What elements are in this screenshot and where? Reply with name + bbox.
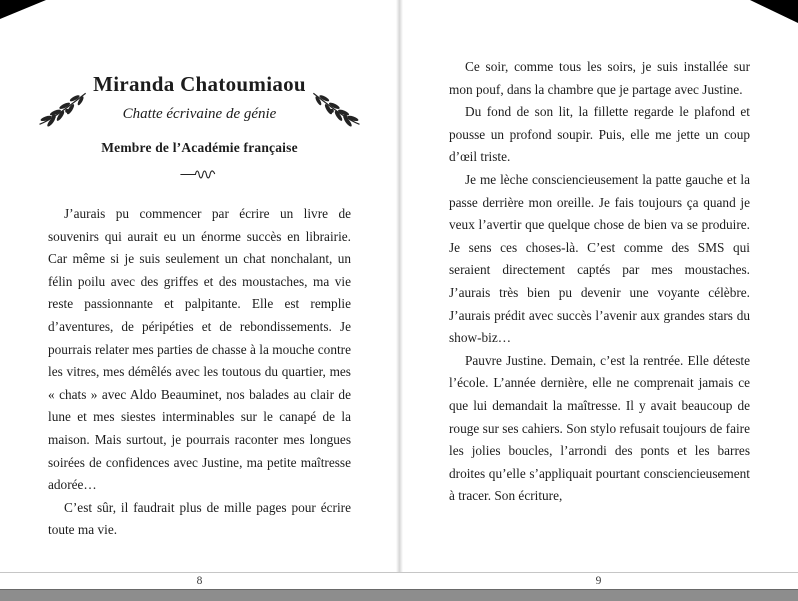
page-right bbox=[399, 0, 798, 572]
page-gutter bbox=[396, 0, 403, 572]
olive-branch-left-icon bbox=[37, 88, 89, 127]
body-paragraph: Je me lèche consciencieusement la patte gauche et la passe derrière mon oreille. Je fais toujours ça quand je veux l’avertir que quelque chose de bien va se produire. Je sens ces choses-là. C’est comme des SMS qui seraient directement captés par mes moustaches. J’aurais très bien pu devenir une voyante célèbre. J’aurais prédit avec succès l’avenir aux grandes stars du show-biz… bbox=[449, 171, 750, 346]
squiggle-divider-icon bbox=[48, 168, 351, 181]
right-page-body bbox=[449, 56, 750, 508]
page-subtitle: Chatte écrivaine de génie bbox=[122, 106, 277, 122]
body-paragraph: J’aurais pu commencer par écrire un livre de souvenirs qui aurait eu un énorme succès en librairie. Car même si je suis seulement un chat nonchalant, un félin poilu avec des griffes et des moustaches, ma vie reste passionnante et palpitante. Elle est remplie d’aventures, de péripéties et de rebondissements. Je pourrais relater mes parties de chasse à la mouche contre les vitres, mes démêlés avec les toutous du quartier, mes « chats » avec Aldo Beauminet, nos balades au clair de lune et mes siestes interminables sur le canapé de la maison. Mais surtout, je pourrais raconter mes longues soirées de confidences avec Justine, ma petite maîtresse adorée… bbox=[48, 206, 351, 493]
olive-branch-right-icon bbox=[310, 88, 362, 127]
page-affiliation: Membre de l’Académie française bbox=[101, 140, 298, 155]
chapter-heading bbox=[48, 68, 351, 181]
page-number-left: 8 bbox=[196, 575, 203, 587]
page-number-right: 9 bbox=[595, 575, 602, 587]
body-paragraph: Du fond de son lit, la fillette regarde le plafond et pousse un profond soupir. Puis, elle me jette un coup d’œil triste. bbox=[449, 104, 750, 165]
book-bottom-edge bbox=[0, 589, 798, 601]
page-title: Miranda Chatoumiaou bbox=[93, 72, 306, 96]
left-page-body bbox=[48, 203, 351, 542]
body-paragraph: C’est sûr, il faudrait plus de mille pages pour écrire toute ma vie. bbox=[48, 499, 351, 538]
page-bottom-edge bbox=[0, 572, 798, 573]
heading-texts bbox=[93, 72, 306, 123]
title-row bbox=[38, 68, 361, 127]
body-paragraph: Ce soir, comme tous les soirs, je suis installée sur mon pouf, dans la chambre que je partage avec Justine. bbox=[449, 59, 750, 97]
page-left bbox=[0, 0, 399, 572]
body-paragraph: Pauvre Justine. Demain, c’est la rentrée. Elle déteste l’école. L’année dernière, elle ne comprenait jamais ce que lui demandait la maîtresse. Il y avait beaucoup de rouge sur ses cahiers. Son stylo refusait toujours de faire les jolies boucles, l’arrondi des ponts et les barres droites qu’elle s’appliquait pourtant consciencieusement à tracer. Son écriture, bbox=[449, 352, 750, 504]
